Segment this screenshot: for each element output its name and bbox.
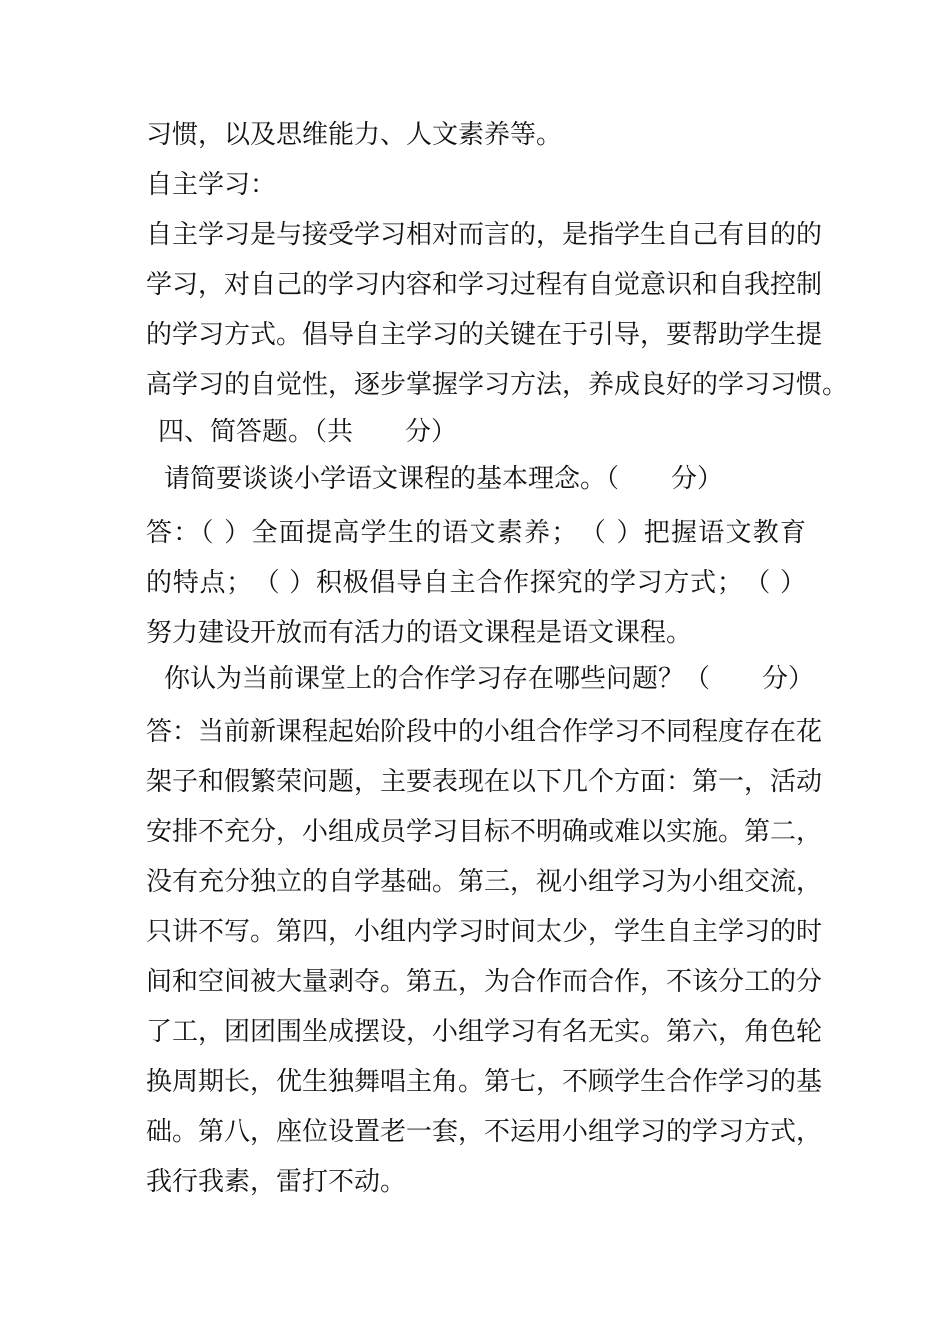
text-line: 高学习的自觉性，逐步掌握学习方法，养成良好的学习习惯。 bbox=[146, 370, 849, 400]
answer-line: 安排不充分，小组成员学习目标不明确或难以实施。第二， bbox=[146, 817, 823, 847]
question-line: 请简要谈谈小学语文课程的基本理念。（ 分） bbox=[164, 464, 724, 494]
answer-line: 答：（ ）全面提高学生的语文素养； （ ）把握语文教育 bbox=[146, 518, 806, 548]
answer-line: 了工，团团围坐成摆设，小组学习有名无实。第六，角色轮 bbox=[146, 1017, 823, 1047]
answer-line: 的特点； （ ）积极倡导自主合作探究的学习方式； （ ） bbox=[146, 568, 806, 598]
section-heading: 自主学习： bbox=[146, 170, 277, 200]
answer-line: 努力建设开放而有活力的语文课程是语文课程。 bbox=[146, 618, 693, 648]
text-line: 的学习方式。倡导自主学习的关键在于引导，要帮助学生提 bbox=[146, 320, 823, 350]
question-line: 你认为当前课堂上的合作学习存在哪些问题？（ 分） bbox=[164, 664, 815, 694]
section-heading: 四、简答题。（共 分） bbox=[158, 417, 458, 447]
answer-line: 架子和假繁荣问题，主要表现在以下几个方面：第一，活动 bbox=[146, 767, 823, 797]
text-line: 学习，对自己的学习内容和学习过程有自觉意识和自我控制 bbox=[146, 270, 823, 300]
answer-line: 只讲不写。第四，小组内学习时间太少，学生自主学习的时 bbox=[146, 917, 823, 947]
answer-line: 没有充分独立的自学基础。第三，视小组学习为小组交流， bbox=[146, 867, 823, 897]
text-line: 习惯，以及思维能力、人文素养等。 bbox=[146, 120, 563, 150]
answer-line: 础。第八，座位设置老一套，不运用小组学习的学习方式， bbox=[146, 1117, 823, 1147]
answer-line: 我行我素，雷打不动。 bbox=[146, 1167, 407, 1197]
answer-line: 换周期长，优生独舞唱主角。第七，不顾学生合作学习的基 bbox=[146, 1067, 823, 1097]
answer-line: 间和空间被大量剥夺。第五，为合作而合作，不该分工的分 bbox=[146, 967, 823, 997]
answer-line: 答：当前新课程起始阶段中的小组合作学习不同程度存在花 bbox=[146, 717, 823, 747]
text-line: 自主学习是与接受学习相对而言的，是指学生自己有目的的 bbox=[146, 220, 823, 250]
